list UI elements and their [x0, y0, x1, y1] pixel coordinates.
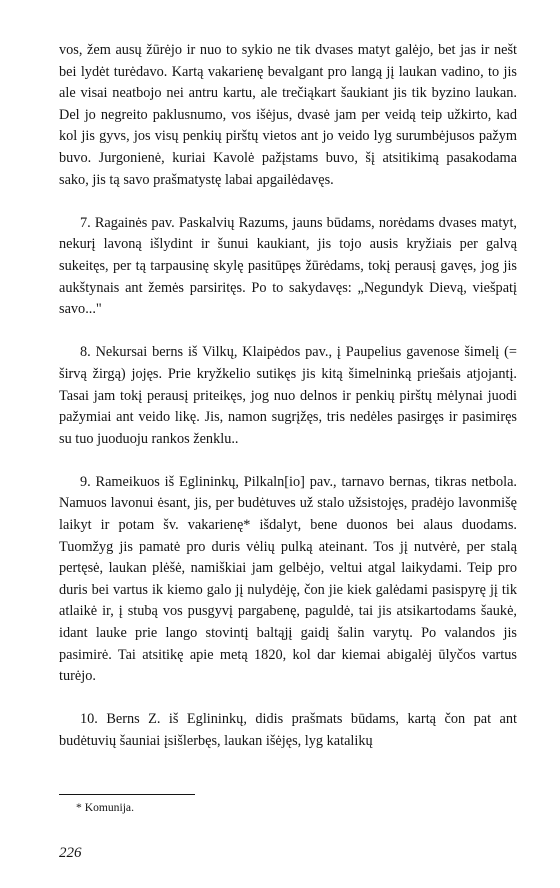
page-number: 226 [59, 845, 82, 861]
footnote: * Komunija. [76, 801, 134, 814]
body-text [59, 40, 517, 753]
paragraph-8: 8. Nekursai berns iš Vilkų, Klaipėdos pav., į Paupelius gavenose šimelį (= širvą žirgą) jojęs. Prie kryžkelio sutikęs jis kitą šimelninką priešais atjojantį. Tasai jam tokį perausį priteikęs, jog nuo delnos ir penkių pirštų mėlynai juodi pažymiai ant veido likę. Jis, namon sugrįžęs, tris nedėles pasirgęs ir pasimiręs su tuo juoduoju rankos ženklu.. [59, 344, 517, 447]
paragraph-7: 7. Ragainės pav. Paskalvių Razums, jauns būdams, norėdams dvases matyt, nekurį lavoną išlydint ir šunui kaukiant, jis tojo ausis kryžiais per galvą sukeitęs, per tą tarpausinę skylę pasitūpęs žūrėdams, tokį perausį gavęs, jog jis aukštynais ant žemės parsiritęs. Po to sakydavęs: „Negundyk Dievą, viešpatį savo..." [59, 214, 517, 318]
paragraph-continued: vos, žem ausų žūrėjo ir nuo to sykio ne tik dvases matyt galėjo, bet jas ir nešt bei lydėt turėdavo. Kartą vakarienę bevalgant pro langą jį laukan vadino, to jis ale visai neatbojo nei antru kartu, ale trečiąkart šaukiant jis tik byzino laukan. Del jo negreito paklusnumo, vos išėjus, dvasė jam per veidą teip užkirto, kad kol jis gyvs, jos visų penkių pirštų vietos ant jo veido lyg surumbėjusos pažym buvo. Jurgonienė, kuriai Kavolė pažįstams buvo, šį atsitikimą pasakodama sako, jis tą savo prašmatystę labai apgailėdavęs. [59, 42, 517, 188]
paragraph-10: 10. Berns Z. iš Eglininkų, didis prašmats būdams, kartą čon pat ant budėtuvių šauniai įsišlerbęs, laukan išėjęs, lyg katalikų [59, 711, 517, 749]
paragraph-9: 9. Rameikuos iš Eglininkų, Pilkaln[io] pav., tarnavo bernas, tikras netbola. Namuos lavonui ėsant, jis, per budėtuves už stalo užsistojęs, pradėjo lavonmišę laikyt ir potam šv. vakarienę* išdalyt, bene duonos bei alaus duodams. Tuomžyg jis pamatė pro duris vėlių pulką ateinant. Tos jį nutvėrė, per stalą pertęsė, laukan plėšė, namiškiai jam gelbėjo, veltui atgal laikydami. Teip pro duris bei vartus ik kiemo galo jį nulydėję, čon jie kiek galėdami pasispyrę jį tik atlaikė ir, į stubą vos pusgyvį pargabenę, paguldė, tai jis atsikartodams šaukė, idant lauke prie lango stovintį baltąjį gaidį šalin varytų. Po valandos jis pasimirė. Tai atsitikę apie metą 1820, kol dar kiemai abigalėj ūlyčos vartus turėjo. [59, 473, 517, 685]
footnote-rule [59, 794, 195, 795]
